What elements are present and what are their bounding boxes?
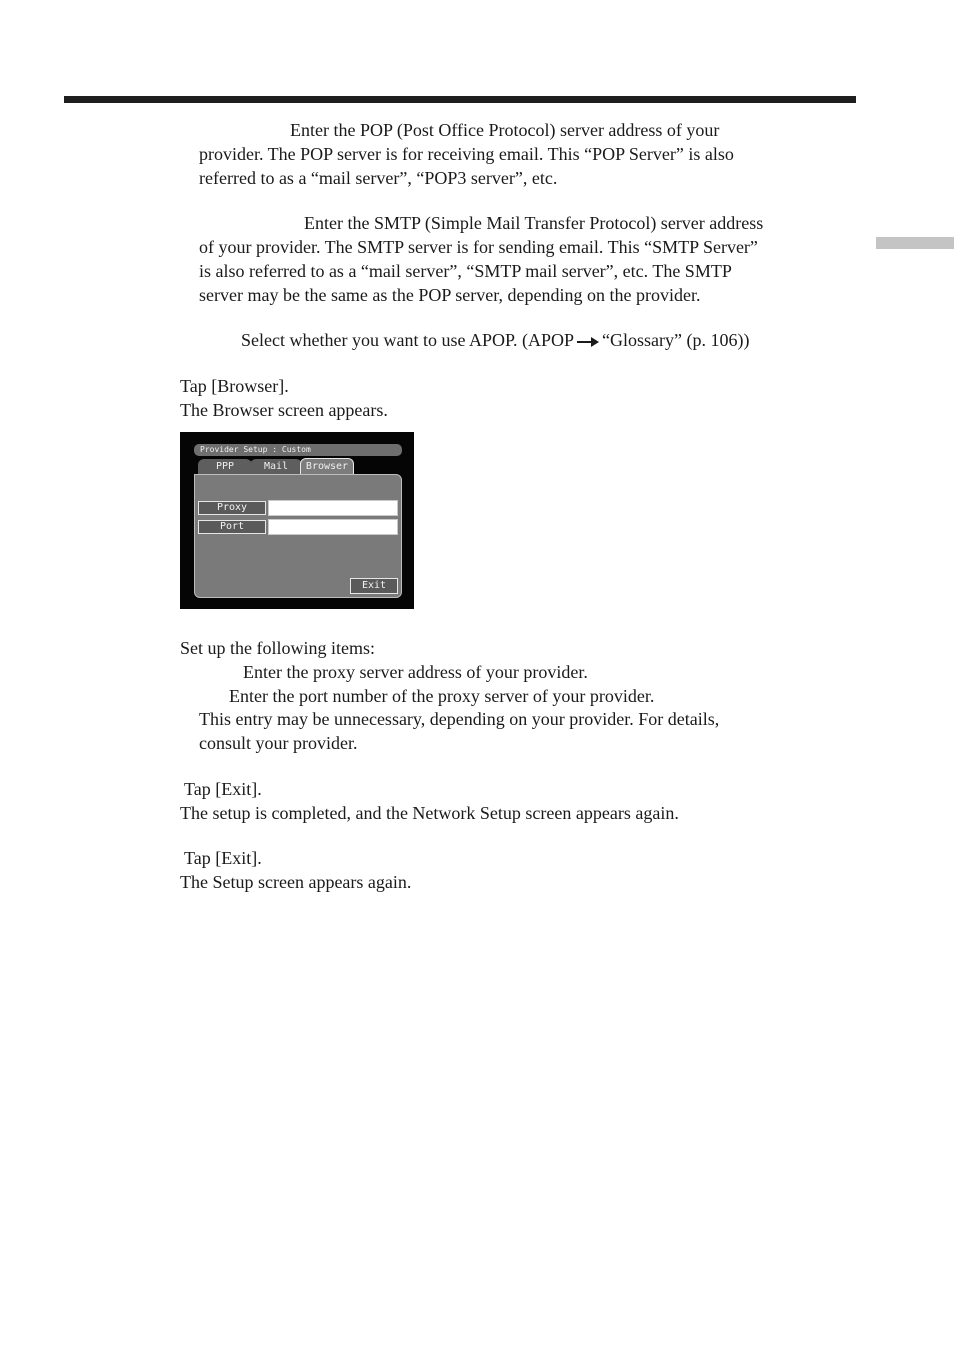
setup-intro: Set up the following items:: [180, 638, 375, 658]
apop-line: [241, 328, 749, 352]
tab-mail[interactable]: Mail: [250, 459, 302, 474]
header-rule: [64, 96, 856, 103]
apop-text-before: Select whether you want to use APOP. (APOP: [241, 330, 574, 350]
port-description: Enter the port number of the proxy server of your provider.: [229, 686, 655, 706]
port-input[interactable]: [268, 519, 398, 535]
step-exit2-instruction: Tap [Exit].: [184, 848, 262, 868]
smtp-line-3: is also referred to as a “mail server”, “SMTP mail server”, etc. The SMTP: [199, 261, 732, 281]
smtp-line-4: server may be the same as the POP server, depending on the provider.: [199, 285, 701, 305]
pop-line-2: provider. The POP server is for receiving email. This “POP Server” is also: [199, 144, 734, 164]
note-line-1: This entry may be unnecessary, depending on your provider. For details,: [199, 709, 720, 729]
chapter-side-tab: [876, 237, 954, 249]
step-exit2-result: The Setup screen appears again.: [180, 872, 412, 892]
browser-setup-screen: [180, 432, 414, 609]
screen-title: Provider Setup : Custom: [194, 444, 402, 456]
step-browser-result: The Browser screen appears.: [180, 400, 388, 420]
exit-button[interactable]: Exit: [350, 578, 398, 594]
tab-ppp[interactable]: PPP: [198, 459, 252, 474]
pop-line-1: Enter the POP (Post Office Protocol) server address of your: [290, 120, 720, 140]
apop-text-after: “Glossary” (p. 106)): [601, 330, 750, 350]
smtp-line-1: Enter the SMTP (Simple Mail Transfer Protocol) server address: [304, 213, 764, 233]
proxy-input[interactable]: [268, 500, 398, 516]
step-exit1-result: The setup is completed, and the Network Setup screen appears again.: [180, 803, 679, 823]
right-arrow-icon: [577, 337, 599, 347]
step-browser-instruction: Tap [Browser].: [180, 376, 289, 396]
note-line-2: consult your provider.: [199, 733, 358, 753]
step-exit1-instruction: Tap [Exit].: [184, 779, 262, 799]
port-label: Port: [198, 520, 266, 534]
smtp-line-2: of your provider. The SMTP server is for sending email. This “SMTP Server”: [199, 237, 758, 257]
pop-line-3: referred to as a “mail server”, “POP3 server”, etc.: [199, 168, 558, 188]
proxy-label: Proxy: [198, 501, 266, 515]
tab-browser[interactable]: Browser: [300, 458, 354, 474]
proxy-description: Enter the proxy server address of your provider.: [243, 662, 588, 682]
